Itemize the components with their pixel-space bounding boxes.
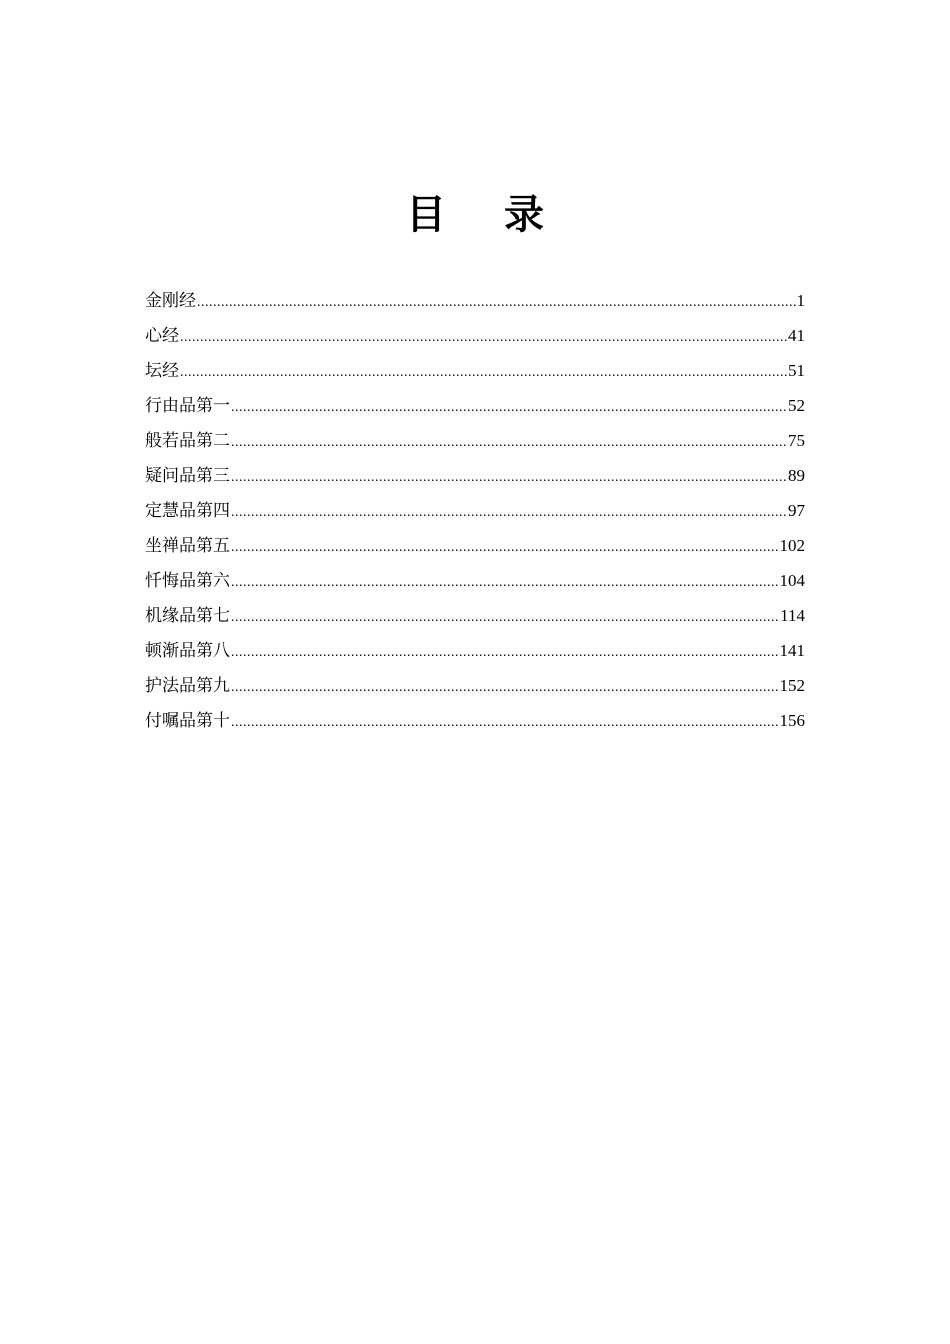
toc-entry-title: 坐禅品第五 [145, 536, 230, 556]
toc-entry[interactable] [145, 287, 805, 322]
toc-entry[interactable] [145, 497, 805, 532]
toc-dot-leader [197, 289, 796, 317]
toc-dot-leader [231, 604, 779, 632]
toc-dot-leader [180, 324, 787, 352]
toc-dot-leader [231, 709, 779, 737]
toc-dot-leader [231, 429, 787, 457]
toc-dot-leader [231, 639, 779, 667]
toc-entry-title: 行由品第一 [145, 396, 230, 416]
toc-entry-title: 金刚经 [145, 291, 196, 311]
toc-entry-title: 忏悔品第六 [145, 571, 230, 591]
toc-entry-page: 41 [788, 326, 805, 345]
table-of-contents [145, 287, 805, 742]
toc-entry[interactable] [145, 567, 805, 602]
toc-entry[interactable] [145, 392, 805, 427]
toc-entry-page: 75 [788, 431, 805, 450]
toc-entry-title: 坛经 [145, 361, 179, 381]
toc-entry-page: 89 [788, 466, 805, 485]
toc-dot-leader [180, 359, 787, 387]
toc-entry-page: 1 [796, 291, 805, 310]
toc-entry[interactable] [145, 532, 805, 567]
toc-dot-leader [231, 464, 787, 492]
toc-entry[interactable] [145, 462, 805, 497]
toc-dot-leader [231, 674, 779, 702]
toc-entry-title: 心经 [145, 326, 179, 346]
toc-entry[interactable] [145, 602, 805, 637]
toc-entry-title: 顿渐品第八 [145, 641, 230, 661]
toc-entry-page: 104 [779, 571, 805, 590]
toc-entry-page: 152 [779, 676, 805, 695]
toc-entry-page: 51 [788, 361, 805, 380]
toc-dot-leader [231, 394, 787, 422]
toc-entry[interactable] [145, 637, 805, 672]
toc-entry-title: 机缘品第七 [145, 606, 230, 626]
toc-entry-page: 156 [779, 711, 805, 730]
toc-entry-page: 52 [788, 396, 805, 415]
toc-entry-title: 护法品第九 [145, 676, 230, 696]
toc-entry-title: 疑问品第三 [145, 466, 230, 486]
toc-dot-leader [231, 534, 779, 562]
toc-entry[interactable] [145, 707, 805, 742]
toc-entry[interactable] [145, 672, 805, 707]
toc-entry-page: 102 [779, 536, 805, 555]
toc-entry[interactable] [145, 427, 805, 462]
toc-entry-page: 97 [788, 501, 805, 520]
toc-entry-page: 141 [779, 641, 805, 660]
toc-entry-page: 114 [780, 606, 805, 625]
toc-entry-title: 般若品第二 [145, 431, 230, 451]
page-title: 目 录 [406, 192, 566, 238]
toc-dot-leader [231, 569, 779, 597]
toc-entry-title: 付嘱品第十 [145, 711, 230, 731]
toc-entry-title: 定慧品第四 [145, 501, 230, 521]
toc-entry[interactable] [145, 357, 805, 392]
toc-dot-leader [231, 499, 787, 527]
toc-entry[interactable] [145, 322, 805, 357]
